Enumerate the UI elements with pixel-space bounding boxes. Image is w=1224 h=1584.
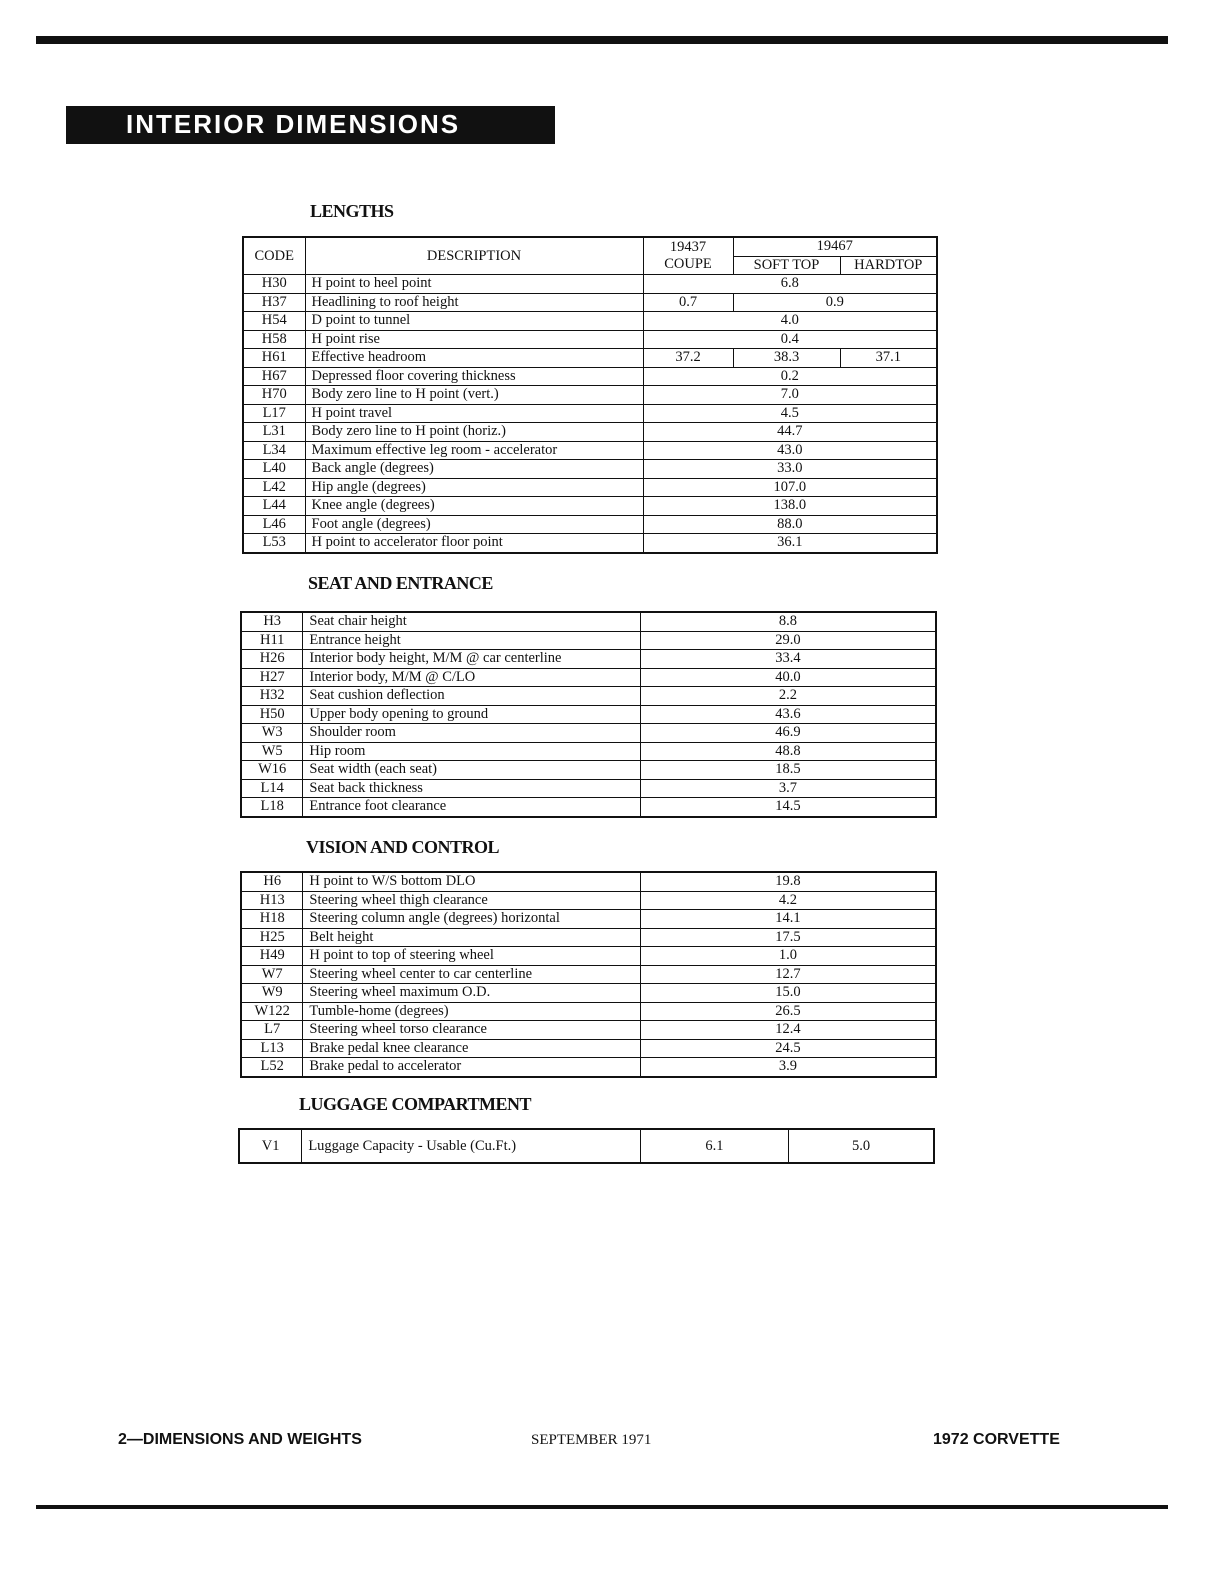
- row-code: H58: [243, 330, 305, 349]
- luggage-title: LUGGAGE COMPARTMENT: [299, 1094, 532, 1114]
- row-code: H26: [241, 650, 303, 669]
- row-value: 33.0: [643, 460, 937, 479]
- table-row: [241, 1039, 936, 1058]
- table-row: [241, 724, 936, 743]
- row-value: 4.5: [643, 404, 937, 423]
- table-row: [241, 910, 936, 929]
- row-value: 107.0: [643, 478, 937, 497]
- table-row: [243, 312, 937, 331]
- row-value: 19.8: [640, 872, 936, 891]
- row-description: D point to tunnel: [305, 312, 643, 331]
- lengths-table: [242, 236, 938, 554]
- table-row: [241, 928, 936, 947]
- row-value: 6.8: [643, 275, 937, 294]
- footer-section: 2—DIMENSIONS AND WEIGHTS: [118, 1431, 362, 1448]
- section-banner: [66, 106, 555, 144]
- row-code: W9: [241, 984, 303, 1003]
- row-description: H point travel: [305, 404, 643, 423]
- row-code: H30: [243, 275, 305, 294]
- row-code: L53: [243, 534, 305, 553]
- lengths-header-row: [243, 237, 937, 256]
- row-code: H67: [243, 367, 305, 386]
- row-value: 8.8: [640, 612, 936, 631]
- row-value: 2.2: [640, 687, 936, 706]
- row-description: H point to heel point: [305, 275, 643, 294]
- row-code: L14: [241, 779, 303, 798]
- top-rule: [36, 36, 1168, 44]
- lengths-title: LENGTHS: [310, 201, 394, 221]
- row-description: Steering wheel center to car centerline: [303, 965, 641, 984]
- row-value: 15.0: [640, 984, 936, 1003]
- row-description: Brake pedal to accelerator: [303, 1058, 641, 1077]
- row-value: 12.7: [640, 965, 936, 984]
- row-description: Brake pedal knee clearance: [303, 1039, 641, 1058]
- bottom-rule: [36, 1505, 1168, 1509]
- coupe-header: [643, 237, 733, 275]
- footer-date: SEPTEMBER 1971: [531, 1432, 652, 1448]
- row-value: 14.1: [640, 910, 936, 929]
- row-value: 12.4: [640, 1021, 936, 1040]
- row-value: 0.4: [643, 330, 937, 349]
- row-description: Body zero line to H point (vert.): [305, 386, 643, 405]
- row-code: L31: [243, 423, 305, 442]
- row-description: Headlining to roof height: [305, 293, 643, 312]
- seat-table: [240, 611, 937, 818]
- seat-title: SEAT AND ENTRANCE: [308, 573, 493, 593]
- row-value: 88.0: [643, 515, 937, 534]
- row-value: 46.9: [640, 724, 936, 743]
- convertible-code-header: 19467: [733, 237, 937, 256]
- row-code: H18: [241, 910, 303, 929]
- table-row: [243, 367, 937, 386]
- soft-top-header: SOFT TOP: [733, 256, 840, 275]
- row-value: 14.5: [640, 798, 936, 817]
- row-value: 33.4: [640, 650, 936, 669]
- table-row: [243, 441, 937, 460]
- row-description: Seat back thickness: [303, 779, 641, 798]
- row-description: Tumble-home (degrees): [303, 1002, 641, 1021]
- row-value: 0.2: [643, 367, 937, 386]
- row-description: Interior body, M/M @ C/LO: [303, 668, 641, 687]
- table-row: [239, 1129, 934, 1163]
- row-description: Belt height: [303, 928, 641, 947]
- vision-table: [240, 871, 937, 1078]
- table-row: [241, 1021, 936, 1040]
- row-code: L46: [243, 515, 305, 534]
- row-description: Knee angle (degrees): [305, 497, 643, 516]
- row-code: L7: [241, 1021, 303, 1040]
- hardtop-header: HARDTOP: [840, 256, 937, 275]
- row-value: 24.5: [640, 1039, 936, 1058]
- table-row: [243, 293, 937, 312]
- row-value: 4.0: [643, 312, 937, 331]
- row-coupe-value: 0.7: [643, 293, 733, 312]
- table-row: [243, 275, 937, 294]
- row-description: Seat width (each seat): [303, 761, 641, 780]
- row-description: H point to top of steering wheel: [303, 947, 641, 966]
- row-value: 138.0: [643, 497, 937, 516]
- code-header: CODE: [243, 237, 305, 275]
- row-code: V1: [239, 1129, 302, 1163]
- table-row: [241, 631, 936, 650]
- banner-title: INTERIOR DIMENSIONS: [126, 109, 461, 139]
- row-description: Steering wheel thigh clearance: [303, 891, 641, 910]
- table-row: [241, 872, 936, 891]
- row-code: L44: [243, 497, 305, 516]
- table-row: [241, 779, 936, 798]
- row-description: Back angle (degrees): [305, 460, 643, 479]
- row-value: 4.2: [640, 891, 936, 910]
- row-code: W3: [241, 724, 303, 743]
- row-convertible-value: 5.0: [789, 1129, 934, 1163]
- footer-model: 1972 CORVETTE: [933, 1431, 1060, 1448]
- row-code: H6: [241, 872, 303, 891]
- table-row: [243, 386, 937, 405]
- row-description: Effective headroom: [305, 349, 643, 368]
- row-value: 40.0: [640, 668, 936, 687]
- row-description: Luggage Capacity - Usable (Cu.Ft.): [302, 1129, 640, 1163]
- row-value: 29.0: [640, 631, 936, 650]
- row-description: Hip angle (degrees): [305, 478, 643, 497]
- row-code: W7: [241, 965, 303, 984]
- row-value: 18.5: [640, 761, 936, 780]
- table-row: [241, 891, 936, 910]
- row-value: 36.1: [643, 534, 937, 553]
- row-code: L42: [243, 478, 305, 497]
- row-value: 3.7: [640, 779, 936, 798]
- row-value: 43.6: [640, 705, 936, 724]
- row-coupe-value: 37.2: [643, 349, 733, 368]
- table-row: [241, 705, 936, 724]
- row-description: Seat chair height: [303, 612, 641, 631]
- row-code: L34: [243, 441, 305, 460]
- row-value: 3.9: [640, 1058, 936, 1077]
- coupe-code: 19437: [669, 239, 707, 255]
- row-description: Foot angle (degrees): [305, 515, 643, 534]
- table-row: [241, 612, 936, 631]
- row-code: H50: [241, 705, 303, 724]
- table-row: [243, 349, 937, 368]
- row-code: L13: [241, 1039, 303, 1058]
- row-description: Hip room: [303, 742, 641, 761]
- table-row: [243, 478, 937, 497]
- table-row: [241, 798, 936, 817]
- row-description: Interior body height, M/M @ car centerline: [303, 650, 641, 669]
- row-code: H3: [241, 612, 303, 631]
- table-row: [241, 965, 936, 984]
- row-code: L18: [241, 798, 303, 817]
- table-row: [243, 515, 937, 534]
- table-row: [241, 984, 936, 1003]
- row-value: 48.8: [640, 742, 936, 761]
- row-convertible-value: 0.9: [733, 293, 937, 312]
- row-description: Upper body opening to ground: [303, 705, 641, 724]
- row-code: H27: [241, 668, 303, 687]
- row-description: H point to accelerator floor point: [305, 534, 643, 553]
- table-row: [243, 534, 937, 553]
- row-code: L40: [243, 460, 305, 479]
- row-code: W122: [241, 1002, 303, 1021]
- table-row: [241, 1002, 936, 1021]
- row-coupe-value: 6.1: [640, 1129, 788, 1163]
- row-value: 43.0: [643, 441, 937, 460]
- row-code: H32: [241, 687, 303, 706]
- row-code: H25: [241, 928, 303, 947]
- row-description: H point rise: [305, 330, 643, 349]
- row-value: 1.0: [640, 947, 936, 966]
- row-code: H37: [243, 293, 305, 312]
- table-row: [243, 330, 937, 349]
- row-value: 44.7: [643, 423, 937, 442]
- table-row: [241, 650, 936, 669]
- row-description: Shoulder room: [303, 724, 641, 743]
- table-row: [243, 404, 937, 423]
- row-description: Depressed floor covering thickness: [305, 367, 643, 386]
- row-value: 26.5: [640, 1002, 936, 1021]
- luggage-table: [238, 1128, 935, 1164]
- row-soft-top-value: 38.3: [733, 349, 840, 368]
- row-description: Entrance height: [303, 631, 641, 650]
- row-description: Entrance foot clearance: [303, 798, 641, 817]
- row-code: H61: [243, 349, 305, 368]
- row-description: Body zero line to H point (horiz.): [305, 423, 643, 442]
- row-description: Steering wheel maximum O.D.: [303, 984, 641, 1003]
- row-description: Steering wheel torso clearance: [303, 1021, 641, 1040]
- vision-title: VISION AND CONTROL: [306, 837, 500, 857]
- table-row: [243, 460, 937, 479]
- table-row: [243, 423, 937, 442]
- row-code: W16: [241, 761, 303, 780]
- row-code: H54: [243, 312, 305, 331]
- description-header: DESCRIPTION: [305, 237, 643, 275]
- table-row: [241, 947, 936, 966]
- row-code: L52: [241, 1058, 303, 1077]
- coupe-label: COUPE: [664, 256, 712, 272]
- row-hardtop-value: 37.1: [840, 349, 937, 368]
- table-row: [243, 497, 937, 516]
- row-value: 7.0: [643, 386, 937, 405]
- table-row: [241, 1058, 936, 1077]
- row-value: 17.5: [640, 928, 936, 947]
- table-row: [241, 668, 936, 687]
- row-code: H70: [243, 386, 305, 405]
- row-description: Maximum effective leg room - accelerator: [305, 441, 643, 460]
- table-row: [241, 687, 936, 706]
- table-row: [241, 761, 936, 780]
- row-description: H point to W/S bottom DLO: [303, 872, 641, 891]
- row-code: H49: [241, 947, 303, 966]
- table-row: [241, 742, 936, 761]
- row-description: Seat cushion deflection: [303, 687, 641, 706]
- row-code: L17: [243, 404, 305, 423]
- row-description: Steering column angle (degrees) horizontal: [303, 910, 641, 929]
- row-code: W5: [241, 742, 303, 761]
- row-code: H13: [241, 891, 303, 910]
- row-code: H11: [241, 631, 303, 650]
